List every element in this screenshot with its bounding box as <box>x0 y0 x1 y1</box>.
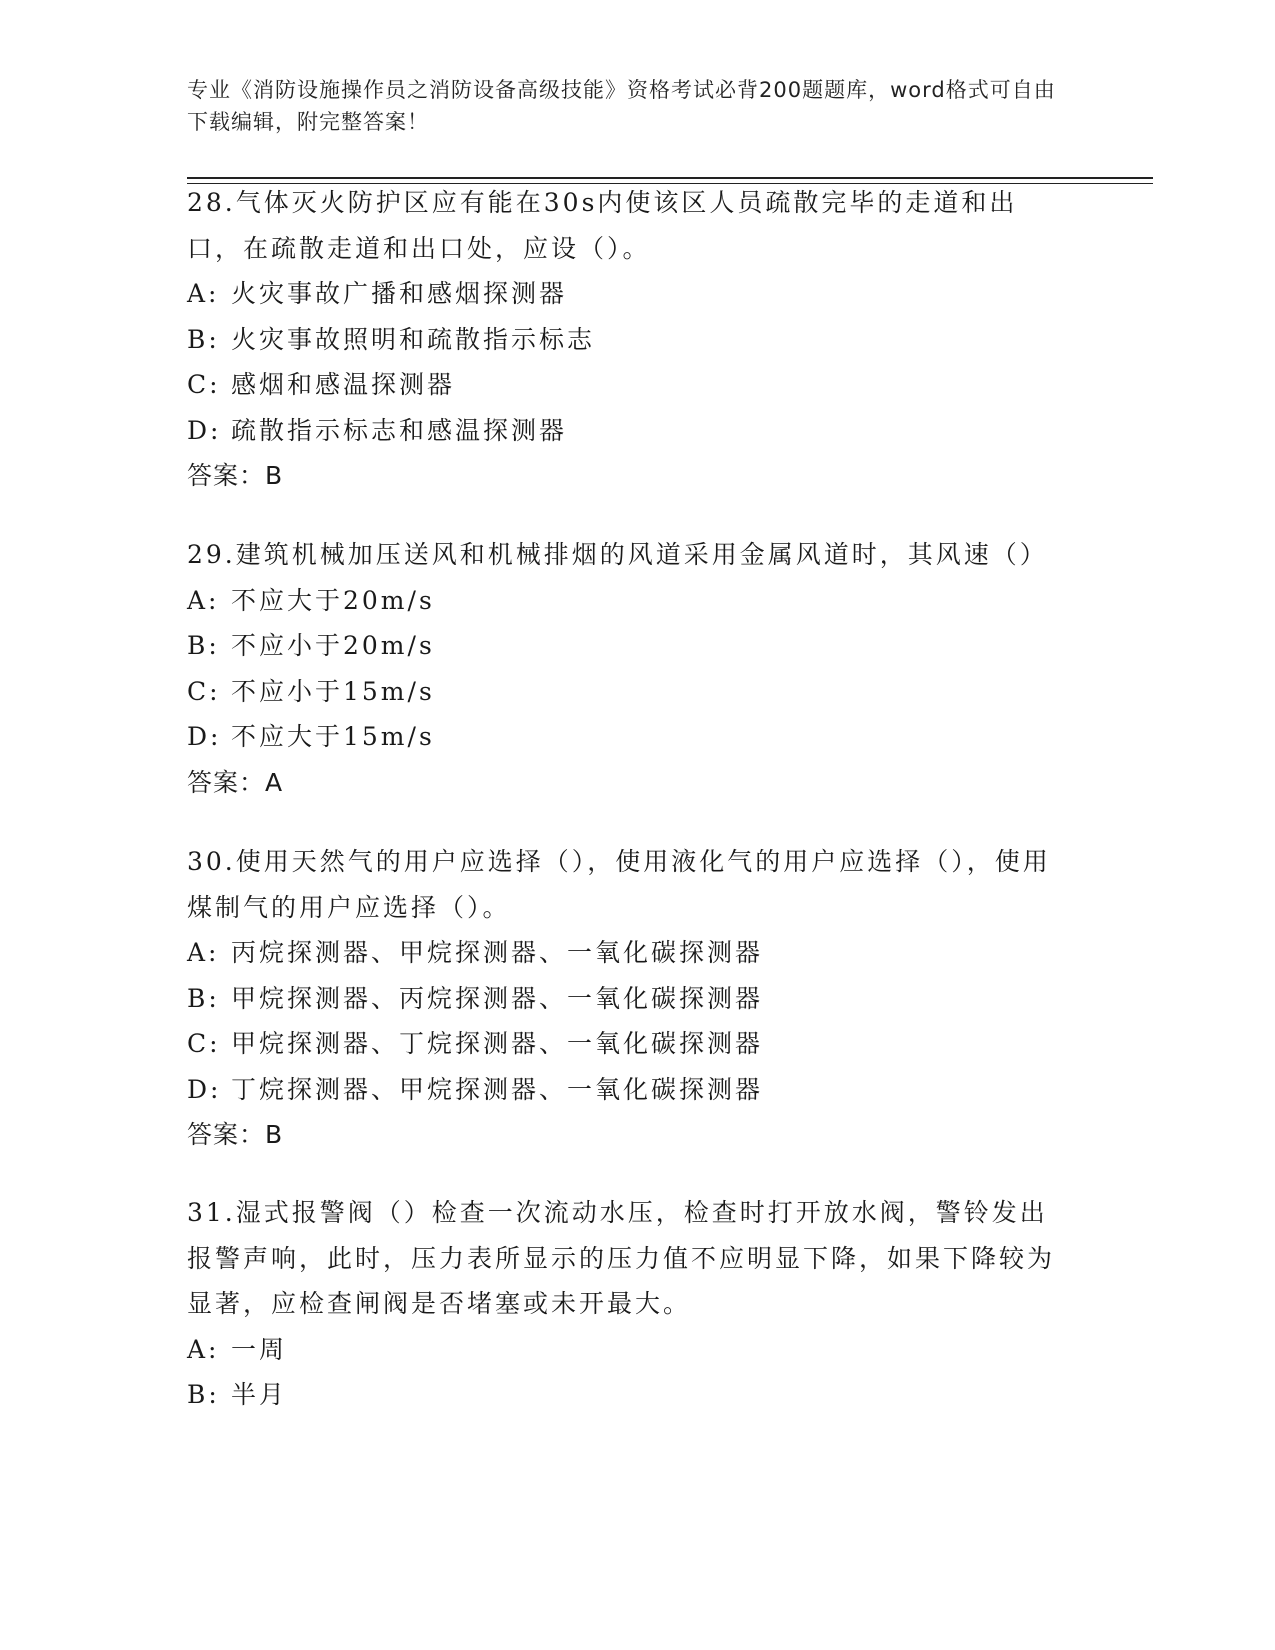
answer-label: 答案：A <box>187 767 284 797</box>
option-c <box>187 1021 1067 1067</box>
option-c <box>187 362 1067 408</box>
option-letter: D: <box>187 722 222 751</box>
option-text: 疏散指示标志和感温探测器 <box>231 415 568 445</box>
option-text: 不应小于20m/s <box>231 631 435 660</box>
option-letter: C: <box>187 676 221 706</box>
option-letter: A: <box>187 279 220 308</box>
option-letter: C: <box>187 1029 221 1058</box>
option-a <box>187 271 1067 317</box>
question-stem: 28.气体灭火防护区应有能在30s内使该区人员疏散完毕的走道和出口，在疏散走道和出口处，应设（）。 <box>187 188 1018 263</box>
option-text: 丁烷探测器、甲烷探测器、一氧化碳探测器 <box>231 1074 764 1104</box>
option-d <box>187 408 1067 454</box>
option-a <box>187 1327 1067 1373</box>
question-28 <box>187 180 1067 499</box>
option-letter: C: <box>187 370 221 399</box>
question-stem: 29.建筑机械加压送风和机械排烟的风道采用金属风道时，其风速（） <box>187 540 1048 569</box>
option-text: 不应大于20m/s <box>231 585 435 615</box>
answer-label: 答案：B <box>187 1120 284 1149</box>
option-text: 火灾事故广播和感烟探测器 <box>231 279 568 308</box>
option-letter: A: <box>187 1334 220 1364</box>
option-text: 一周 <box>231 1334 288 1364</box>
question-31 <box>187 1190 1067 1418</box>
option-text: 半月 <box>231 1380 288 1409</box>
option-letter: D: <box>187 1074 222 1104</box>
header-divider <box>187 177 1153 179</box>
option-letter: B: <box>187 324 220 354</box>
option-d <box>187 1067 1067 1113</box>
option-text: 甲烷探测器、丙烷探测器、一氧化碳探测器 <box>231 983 764 1013</box>
question-stem: 30.使用天然气的用户应选择（），使用液化气的用户应选择（），使用煤制气的用户应选择（）。 <box>187 847 1051 922</box>
option-letter: B: <box>187 631 220 660</box>
option-text: 火灾事故照明和疏散指示标志 <box>231 324 596 354</box>
option-c <box>187 669 1067 715</box>
question-stem: 31.湿式报警阀（）检查一次流动水压，检查时打开放水阀，警铃发出报警声响，此时，压力表所显示的压力值不应明显下降，如果下降较为显著，应检查闸阀是否堵塞或未开最大。 <box>187 1198 1056 1318</box>
option-text: 甲烷探测器、丁烷探测器、一氧化碳探测器 <box>231 1029 764 1058</box>
option-a <box>187 578 1067 624</box>
option-letter: A: <box>187 938 220 967</box>
question-29 <box>187 532 1067 805</box>
option-letter: D: <box>187 415 222 445</box>
option-d <box>187 714 1067 760</box>
option-a <box>187 930 1067 976</box>
option-b <box>187 1372 1067 1418</box>
option-b <box>187 976 1067 1022</box>
option-letter: B: <box>187 1380 220 1409</box>
option-letter: A: <box>187 585 220 615</box>
option-text: 不应大于15m/s <box>231 722 435 751</box>
option-text: 感烟和感温探测器 <box>231 370 456 399</box>
option-b <box>187 623 1067 669</box>
question-30 <box>187 839 1067 1158</box>
option-b <box>187 317 1067 363</box>
answer-label: 答案：B <box>187 461 284 490</box>
option-text: 不应小于15m/s <box>231 676 435 706</box>
option-letter: B: <box>187 983 220 1013</box>
option-text: 丙烷探测器、甲烷探测器、一氧化碳探测器 <box>231 938 764 967</box>
document-header: 专业《消防设施操作员之消防设备高级技能》资格考试必背200题题库，word格式可自由下载编辑，附完整答案！ <box>187 78 1056 134</box>
